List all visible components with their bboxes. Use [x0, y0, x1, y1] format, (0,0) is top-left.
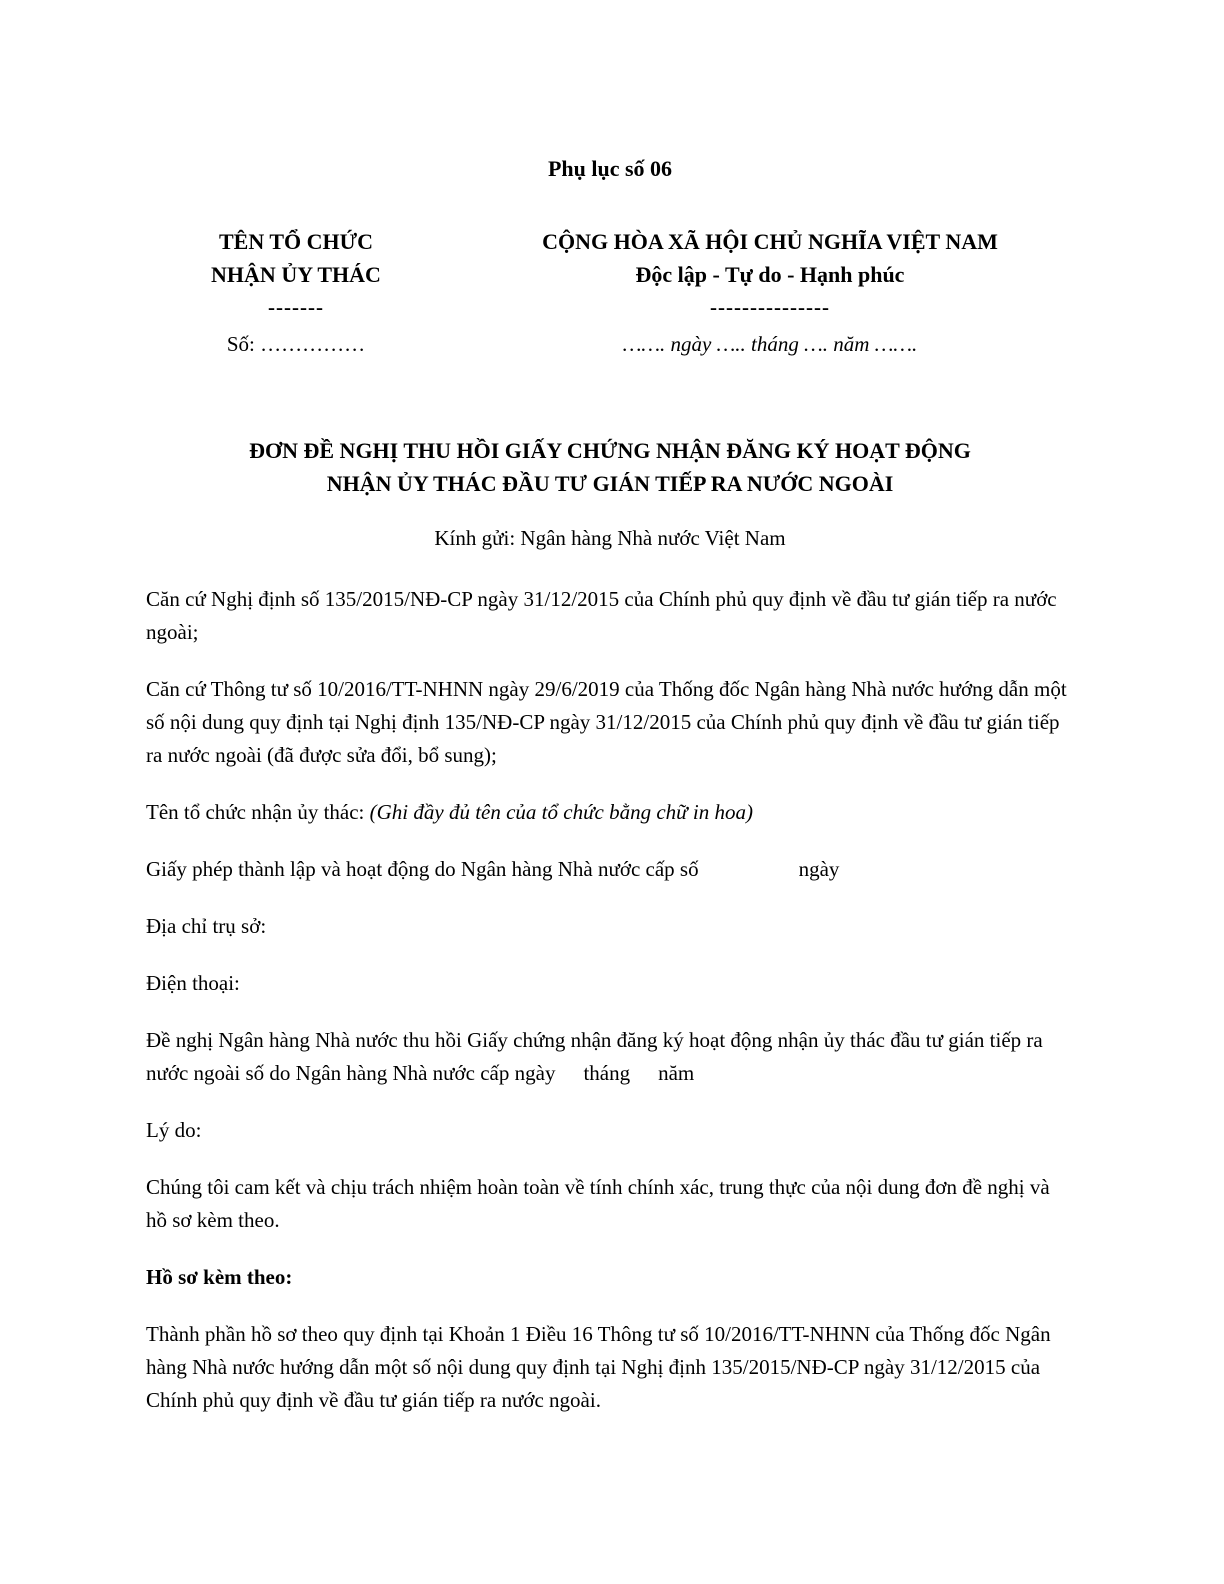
request-month-label: tháng: [583, 1061, 631, 1085]
document-number-line: Số: ……………: [226, 332, 366, 356]
document-title: [146, 434, 1074, 500]
paragraph-org-name: [146, 796, 1074, 829]
org-name-line2: NHẬN ỦY THÁC: [211, 262, 381, 287]
paragraph-legal-basis-decree: Căn cứ Nghị định số 135/2015/NĐ-CP ngày 31/12/2015 của Chính phủ quy định về đầu tư gián tiếp ra nước ngoài;: [146, 587, 1057, 644]
request-text: Đề nghị Ngân hàng Nhà nước thu hồi Giấy chứng nhận đăng ký hoạt động nhận ủy thác đầu tư gián tiếp ra nước ngoài số do Ngân hàng Nhà nước cấp ngày: [146, 1028, 1043, 1085]
org-name-field-label: Tên tổ chức nhận ủy thác:: [146, 800, 370, 824]
paragraph-phone: Điện thoại:: [146, 971, 240, 995]
document-title-line2: NHẬN ỦY THÁC ĐẦU TƯ GIÁN TIẾP RA NƯỚC NGOÀI: [326, 471, 894, 496]
org-name-line1: TÊN TỔ CHỨC: [218, 229, 374, 254]
national-divider: ---------------: [710, 295, 830, 319]
document-title-line1: ĐƠN ĐỀ NGHỊ THU HỒI GIẤY CHỨNG NHẬN ĐĂNG KÝ HOẠT ĐỘNG: [249, 438, 971, 463]
paragraph-reason: Lý do:: [146, 1118, 202, 1142]
license-field-label: Giấy phép thành lập và hoạt động do Ngân hàng Nhà nước cấp số: [146, 857, 699, 881]
license-date-label: ngày: [798, 857, 840, 881]
national-motto-line: Độc lập - Tự do - Hạnh phúc: [635, 262, 905, 287]
header-org-block: [146, 225, 446, 361]
org-divider: -------: [268, 295, 324, 319]
date-line: ……. ngày ….. tháng …. năm …….: [622, 332, 918, 356]
paragraph-request: [146, 1024, 1074, 1090]
header-national-block: [446, 225, 1074, 361]
paragraph-address: Địa chỉ trụ sở:: [146, 914, 267, 938]
org-name-instruction-note: (Ghi đầy đủ tên của tổ chức bằng chữ in hoa): [369, 800, 753, 824]
paragraph-commitment: Chúng tôi cam kết và chịu trách nhiệm hoàn toàn về tính chính xác, trung thực của nội dung đơn đề nghị và hồ sơ kèm theo.: [146, 1175, 1050, 1232]
attached-documents-heading: Hồ sơ kèm theo:: [146, 1265, 293, 1289]
document-header: [146, 225, 1074, 361]
appendix-label: Phụ lục số 06: [547, 156, 673, 181]
paragraph-license: [146, 853, 1074, 886]
salutation-line: Kính gửi: Ngân hàng Nhà nước Việt Nam: [434, 526, 786, 550]
paragraph-dossier-components: Thành phần hồ sơ theo quy định tại Khoản 1 Điều 16 Thông tư số 10/2016/TT-NHNN của Thống đốc Ngân hàng Nhà nước hướng dẫn một số nội dung quy định tại Nghị định 135/2015/NĐ-CP ngày 31/12/2015 của Chính phủ quy định về đầu tư gián tiếp ra nước ngoài.: [146, 1322, 1051, 1412]
paragraph-legal-basis-circular: Căn cứ Thông tư số 10/2016/TT-NHNN ngày 29/6/2019 của Thống đốc Ngân hàng Nhà nước hướng dẫn một số nội dung quy định tại Nghị định 135/NĐ-CP ngày 31/12/2015 của Chính phủ quy định về đầu tư gián tiếp ra nước ngoài (đã được sửa đổi, bổ sung);: [146, 677, 1067, 767]
request-year-label: năm: [658, 1061, 695, 1085]
document-body: [146, 583, 1074, 1417]
national-title-line: CỘNG HÒA XÃ HỘI CHỦ NGHĨA VIỆT NAM: [542, 229, 998, 254]
